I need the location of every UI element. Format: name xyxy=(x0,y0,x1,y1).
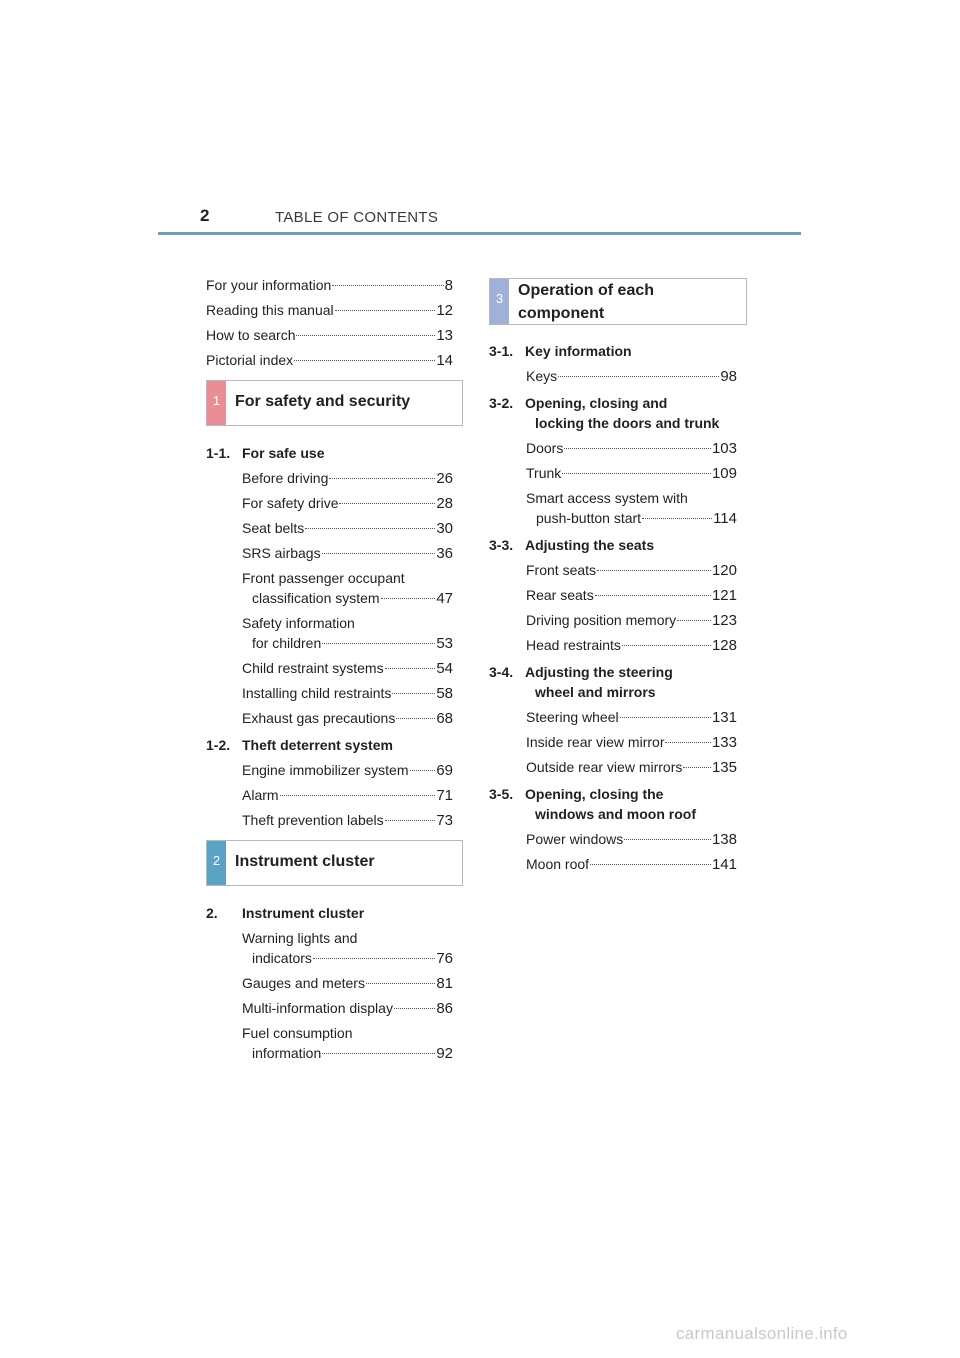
toc-entry[interactable]: push-button start 114 xyxy=(536,510,737,527)
toc-entry[interactable]: Front seats 120 xyxy=(526,562,737,579)
subsection-heading: 2. Instrument cluster xyxy=(206,905,365,921)
toc-entry-line: Front passenger occupant xyxy=(242,570,405,586)
toc-entry[interactable]: Before driving 26 xyxy=(242,470,453,487)
toc-entry[interactable]: Keys 98 xyxy=(526,368,737,385)
toc-entry-line: Smart access system with xyxy=(526,490,688,506)
subsection-heading: 3-2. Opening, closing and xyxy=(489,395,668,411)
subsection-heading: 1-2. Theft deterrent system xyxy=(206,737,393,753)
toc-entry[interactable]: Steering wheel 131 xyxy=(526,709,737,726)
toc-entry[interactable]: Installing child restraints 58 xyxy=(242,685,453,702)
section-tab: 3 xyxy=(490,279,509,324)
toc-entry-label: Reading this manual xyxy=(206,302,334,318)
toc-entry-line: Safety information xyxy=(242,615,355,631)
watermark: carmanualsonline.info xyxy=(676,1324,848,1343)
toc-entry[interactable]: SRS airbags 36 xyxy=(242,545,453,562)
section-header-2[interactable] xyxy=(206,840,463,886)
toc-entry-page: 8 xyxy=(444,277,453,294)
toc-entry[interactable]: Exhaust gas precautions 68 xyxy=(242,710,453,727)
toc-entry-page: 12 xyxy=(436,302,453,319)
toc-entry[interactable]: Head restraints 128 xyxy=(526,637,737,654)
section-header-1[interactable] xyxy=(206,380,463,426)
section-title: For safety and security xyxy=(235,393,411,410)
toc-entry[interactable]: classification system 47 xyxy=(252,590,453,607)
toc-entry[interactable] xyxy=(206,325,453,346)
header-title: TABLE OF CONTENTS xyxy=(275,209,439,226)
subsection-heading: 1-1. For safe use xyxy=(206,445,325,461)
subsection-heading-line2: windows and moon roof xyxy=(535,806,696,822)
subsection-heading: 3-3. Adjusting the seats xyxy=(489,537,655,553)
toc-entry-label: How to search xyxy=(206,327,296,343)
toc-entry[interactable] xyxy=(206,350,453,371)
toc-entry[interactable]: for children 53 xyxy=(252,635,453,652)
toc-entry[interactable]: Child restraint systems 54 xyxy=(242,660,453,677)
section-title-line2: component xyxy=(518,305,605,322)
toc-entry[interactable]: Moon roof 141 xyxy=(526,856,737,873)
subsection-heading-line2: locking the doors and trunk xyxy=(535,415,720,431)
toc-entry[interactable]: Alarm 71 xyxy=(242,787,453,804)
toc-entry[interactable]: Driving position memory 123 xyxy=(526,612,737,629)
toc-entry-page: 14 xyxy=(436,352,453,369)
section-title: Operation of each xyxy=(518,282,655,299)
header-divider xyxy=(158,232,801,235)
toc-entry[interactable]: Inside rear view mirror 133 xyxy=(526,734,737,751)
toc-entry[interactable]: Rear seats 121 xyxy=(526,587,737,604)
toc-entry[interactable]: Trunk 109 xyxy=(526,465,737,482)
toc-entry[interactable]: Engine immobilizer system 69 xyxy=(242,762,453,779)
toc-entry-page: 13 xyxy=(436,327,453,344)
subsection-heading: 3-5. Opening, closing the xyxy=(489,786,664,802)
toc-entry[interactable] xyxy=(206,275,453,296)
toc-entry[interactable]: Doors 103 xyxy=(526,440,737,457)
toc-entry[interactable]: indicators 76 xyxy=(252,950,453,967)
toc-entry[interactable]: Outside rear view mirrors 135 xyxy=(526,759,737,776)
toc-entry-label: Pictorial index xyxy=(206,352,294,368)
page-number: 2 xyxy=(200,206,210,225)
toc-entry[interactable]: Gauges and meters 81 xyxy=(242,975,453,992)
section-tab: 2 xyxy=(207,841,226,885)
toc-entry-line: Fuel consumption xyxy=(242,1025,353,1041)
section-header-3[interactable] xyxy=(489,278,747,325)
toc-entry[interactable]: information 92 xyxy=(252,1045,453,1062)
toc-entry[interactable]: Power windows 138 xyxy=(526,831,737,848)
toc-entry[interactable] xyxy=(206,300,453,321)
section-title: Instrument cluster xyxy=(235,853,375,870)
subsection-heading-line2: wheel and mirrors xyxy=(535,684,656,700)
toc-entry[interactable]: Theft prevention labels 73 xyxy=(242,812,453,829)
toc-entry-line: Warning lights and xyxy=(242,930,358,946)
toc-entry-label: For your information xyxy=(206,277,332,293)
toc-entry[interactable]: For safety drive 28 xyxy=(242,495,453,512)
toc-entry[interactable]: Multi-information display 86 xyxy=(242,1000,453,1017)
section-tab: 1 xyxy=(207,381,226,425)
subsection-heading: 3-1. Key information xyxy=(489,343,632,359)
toc-entry[interactable]: Seat belts 30 xyxy=(242,520,453,537)
subsection-heading: 3-4. Adjusting the steering xyxy=(489,664,673,680)
